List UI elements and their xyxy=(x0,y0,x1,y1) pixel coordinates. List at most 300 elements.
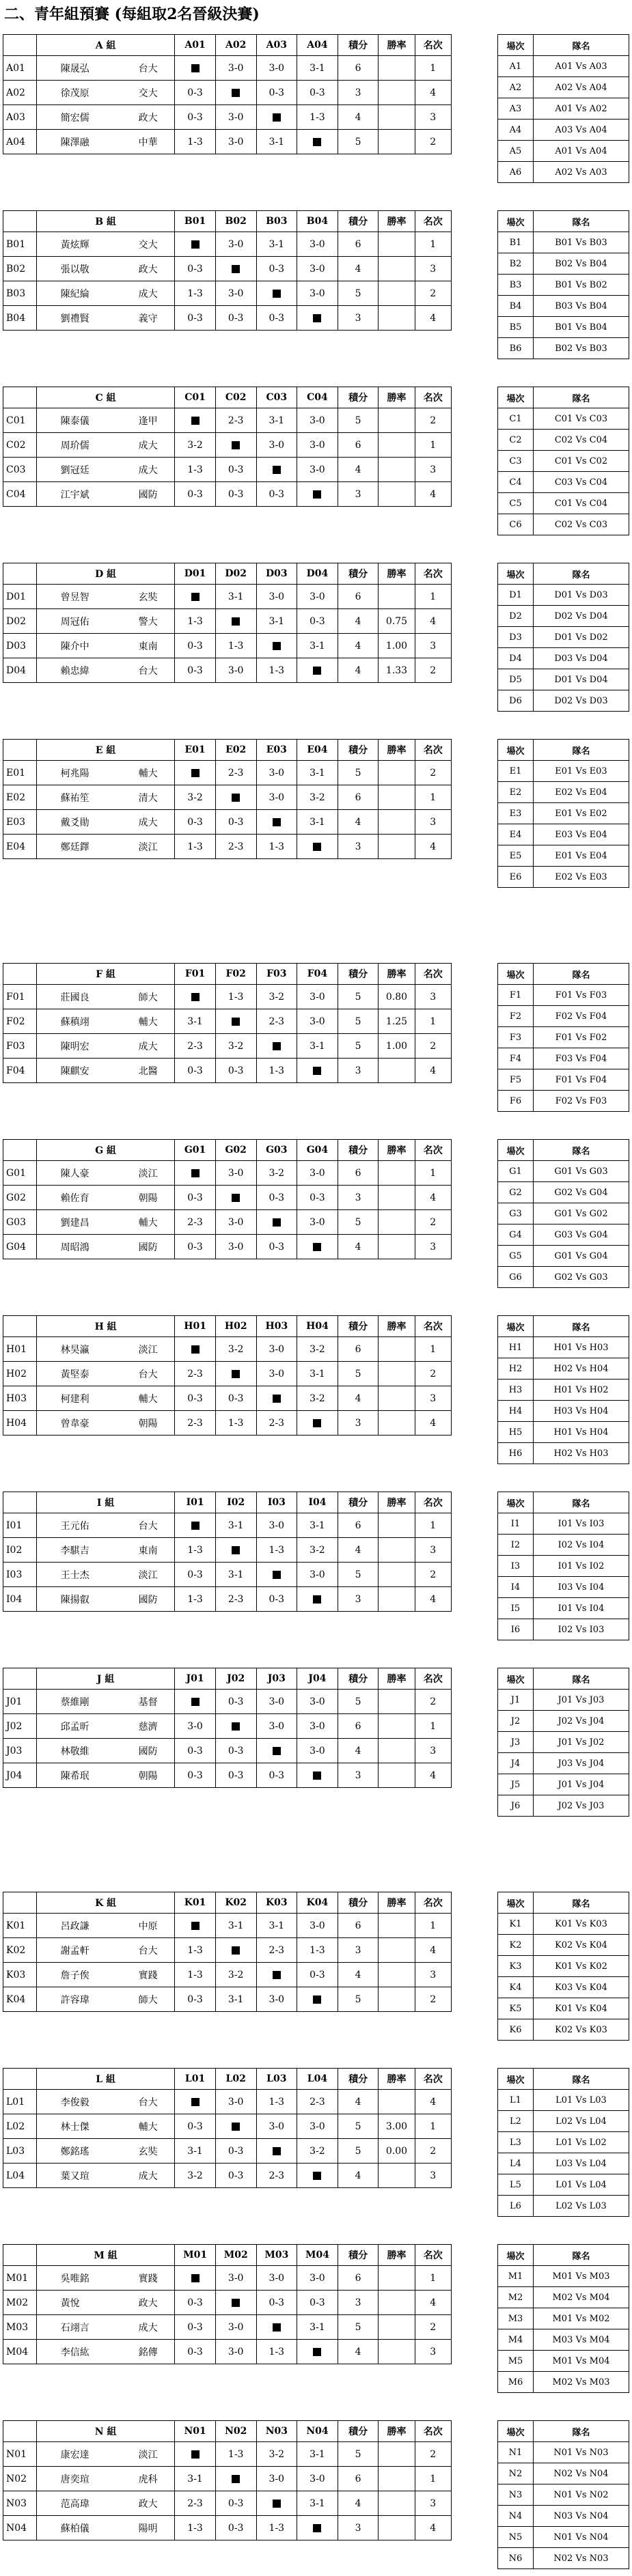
result-cell: 0-3 xyxy=(175,658,216,683)
match-id-cell: G1 xyxy=(498,1161,534,1182)
table-row xyxy=(3,1009,486,1034)
self-match-cell xyxy=(297,835,338,859)
self-match-cell xyxy=(215,1938,256,1963)
rank-cell: 2 xyxy=(415,761,451,785)
match-id-cell: M6 xyxy=(498,2372,534,2393)
result-cell: 1-3 xyxy=(175,609,216,634)
match-id-cell: I4 xyxy=(498,1577,534,1598)
self-marker-square xyxy=(273,1395,281,1403)
match-id-cell: H6 xyxy=(498,1443,534,1464)
table-row xyxy=(498,985,629,1006)
table-row xyxy=(3,281,486,306)
match-pairing-cell: C02 Vs C03 xyxy=(534,514,629,535)
result-cell: 1-3 xyxy=(215,634,256,658)
score-cell: 5 xyxy=(338,408,379,433)
result-cell: 0-3 xyxy=(215,1059,256,1083)
self-marker-square xyxy=(313,2172,321,2180)
self-match-cell xyxy=(175,1914,216,1938)
self-marker-square xyxy=(313,138,321,146)
player-code-header: N03 xyxy=(256,2421,297,2442)
self-match-cell xyxy=(297,1987,338,2012)
ratio-cell: 1.00 xyxy=(379,1034,415,1059)
player-id-cell: M03 xyxy=(3,2315,37,2340)
self-match-cell xyxy=(297,1411,338,1436)
player-name: 詹子俟 xyxy=(60,1970,90,1981)
match-pairing-cell: E01 Vs E04 xyxy=(534,845,629,867)
self-match-cell xyxy=(215,1362,256,1386)
self-marker-square xyxy=(191,2274,200,2282)
group-name-header: E 組 xyxy=(36,740,174,761)
group-block xyxy=(0,1892,632,2047)
player-id-cell: K01 xyxy=(3,1914,37,1938)
player-cell xyxy=(36,433,174,458)
table-row xyxy=(498,1224,629,1246)
match-pairing-cell: A01 Vs A04 xyxy=(534,141,629,162)
rank-cell: 2 xyxy=(415,1563,451,1587)
rank-cell: 2 xyxy=(415,1690,451,1714)
pairing-header: 隊名 xyxy=(534,2069,629,2090)
rank-cell: 1 xyxy=(415,56,451,81)
match-pairing-cell: N02 Vs N03 xyxy=(534,2548,629,2569)
result-cell: 0-3 xyxy=(175,105,216,130)
self-match-cell xyxy=(175,585,216,609)
player-name: 簡宏儒 xyxy=(60,112,90,124)
player-code-header: G02 xyxy=(215,1140,256,1161)
player-cell xyxy=(36,585,174,609)
score-cell: 6 xyxy=(338,1914,379,1938)
table-row xyxy=(498,1048,629,1069)
group-block xyxy=(0,1315,632,1471)
player-cell xyxy=(36,2340,174,2364)
player-code-header: I04 xyxy=(297,1492,338,1513)
self-match-cell xyxy=(175,1513,216,1538)
match-pairing-cell: F02 Vs F04 xyxy=(534,1006,629,1027)
table-row xyxy=(3,408,486,433)
match-id-cell: M5 xyxy=(498,2351,534,2372)
pairing-header: 隊名 xyxy=(534,1892,629,1914)
pairing-header: 隊名 xyxy=(534,2421,629,2442)
match-id-cell: E5 xyxy=(498,845,534,867)
result-cell: 0-3 xyxy=(175,81,216,105)
player-name: 石翊言 xyxy=(60,2322,90,2334)
result-cell: 3-0 xyxy=(297,1210,338,1235)
player-cell xyxy=(36,81,174,105)
ratio-cell xyxy=(379,1362,415,1386)
result-cell: 3-0 xyxy=(215,232,256,257)
rank-cell: 1 xyxy=(415,2467,451,2491)
result-cell: 1-3 xyxy=(256,2516,297,2540)
player-cell xyxy=(36,482,174,507)
match-pairing-cell: D01 Vs D02 xyxy=(534,627,629,648)
player-code-header: J03 xyxy=(256,1668,297,1690)
match-pairing-cell: F01 Vs F03 xyxy=(534,985,629,1006)
player-code-header: C01 xyxy=(175,387,216,408)
result-cell: 0-3 xyxy=(256,306,297,331)
match-pairing-cell: J02 Vs J03 xyxy=(534,1795,629,1817)
match-schedule-table xyxy=(497,563,629,712)
rank-cell: 3 xyxy=(415,634,451,658)
score-cell: 6 xyxy=(338,1161,379,1186)
result-cell: 3-0 xyxy=(215,281,256,306)
self-match-cell xyxy=(297,306,338,331)
player-id-cell: G01 xyxy=(3,1161,37,1186)
player-team: 義守 xyxy=(138,313,158,324)
self-match-cell xyxy=(256,2491,297,2516)
score-cell: 4 xyxy=(338,1235,379,1259)
table-row xyxy=(3,2467,486,2491)
score-cell: 5 xyxy=(338,1009,379,1034)
match-id-cell: N2 xyxy=(498,2463,534,2484)
result-cell: 3-2 xyxy=(175,785,216,810)
score-cell: 6 xyxy=(338,433,379,458)
table-row xyxy=(498,824,629,845)
player-id-cell: J03 xyxy=(3,1739,37,1763)
table-row xyxy=(3,81,486,105)
match-id-cell: C5 xyxy=(498,493,534,514)
score-cell: 5 xyxy=(338,1987,379,2012)
rank-cell: 4 xyxy=(415,482,451,507)
self-marker-square xyxy=(313,314,321,322)
result-cell: 3-0 xyxy=(297,1690,338,1714)
player-team: 玄奘 xyxy=(138,2146,158,2157)
result-cell: 1-3 xyxy=(215,1411,256,1436)
ratio-cell xyxy=(379,408,415,433)
self-marker-square xyxy=(273,1042,281,1050)
ratio-header: 勝率 xyxy=(379,1316,415,1337)
ratio-cell xyxy=(379,835,415,859)
match-pairing-cell: H02 Vs H03 xyxy=(534,1443,629,1464)
result-cell: 3-1 xyxy=(297,2491,338,2516)
result-cell: 0-3 xyxy=(175,1987,216,2012)
result-cell: 0-3 xyxy=(297,1963,338,1987)
match-id-cell: G2 xyxy=(498,1182,534,1203)
player-name: 莊國良 xyxy=(60,992,90,1003)
self-match-cell xyxy=(175,985,216,1009)
player-id-cell: L01 xyxy=(3,2090,37,2114)
table-row xyxy=(498,1577,629,1598)
player-id-cell: D01 xyxy=(3,585,37,609)
result-cell: 3-0 xyxy=(297,2114,338,2139)
rank-cell: 4 xyxy=(415,1059,451,1083)
score-cell: 5 xyxy=(338,1362,379,1386)
player-code-header: E03 xyxy=(256,740,297,761)
match-pairing-cell: M03 Vs M04 xyxy=(534,2329,629,2351)
score-cell: 4 xyxy=(338,458,379,482)
table-row xyxy=(498,2196,629,2217)
player-id-cell: F02 xyxy=(3,1009,37,1034)
ratio-header: 勝率 xyxy=(379,1140,415,1161)
result-cell: 0-3 xyxy=(175,810,216,835)
match-id-cell: D2 xyxy=(498,606,534,627)
player-name: 周昭鴻 xyxy=(60,1242,90,1253)
player-team: 淡江 xyxy=(138,1168,158,1179)
result-cell: 0-3 xyxy=(175,257,216,281)
player-name: 陳介中 xyxy=(60,641,90,652)
match-pairing-cell: K01 Vs K03 xyxy=(534,1914,629,1935)
player-code-header: J01 xyxy=(175,1668,216,1690)
result-cell: 3-1 xyxy=(215,1563,256,1587)
rank-cell: 4 xyxy=(415,2291,451,2315)
player-team: 成大 xyxy=(138,2322,158,2334)
blank-header-cell xyxy=(3,2421,37,2442)
ratio-cell xyxy=(379,482,415,507)
match-pairing-cell: K01 Vs K02 xyxy=(534,1956,629,1977)
player-id-cell: K03 xyxy=(3,1963,37,1987)
match-id-cell: E3 xyxy=(498,803,534,824)
table-row xyxy=(3,985,486,1009)
result-cell: 0-3 xyxy=(297,609,338,634)
match-id-cell: J1 xyxy=(498,1690,534,1711)
result-cell: 1-3 xyxy=(256,2340,297,2364)
result-cell: 1-3 xyxy=(256,2090,297,2114)
table-row xyxy=(498,1380,629,1401)
player-team: 國防 xyxy=(138,1594,158,1606)
match-id-cell: F6 xyxy=(498,1091,534,1112)
self-marker-square xyxy=(273,818,281,826)
pairing-header: 隊名 xyxy=(534,1668,629,1690)
score-cell: 6 xyxy=(338,56,379,81)
table-row xyxy=(3,257,486,281)
ratio-cell: 1.25 xyxy=(379,1009,415,1034)
player-id-cell: L04 xyxy=(3,2164,37,2188)
table-row xyxy=(3,2090,486,2114)
group-block xyxy=(0,2420,632,2576)
result-cell: 1-3 xyxy=(175,1963,216,1987)
player-id-cell: G03 xyxy=(3,1210,37,1235)
player-id-cell: K04 xyxy=(3,1987,37,2012)
result-cell: 1-3 xyxy=(256,835,297,859)
player-team: 交大 xyxy=(138,239,158,251)
table-row xyxy=(498,1203,629,1224)
player-code-header: N02 xyxy=(215,2421,256,2442)
player-code-header: G04 xyxy=(297,1140,338,1161)
player-cell xyxy=(36,257,174,281)
match-header: 場次 xyxy=(498,2245,534,2266)
match-id-cell: K4 xyxy=(498,1977,534,1998)
player-id-cell: D02 xyxy=(3,609,37,634)
match-pairing-cell: B02 Vs B04 xyxy=(534,253,629,275)
match-id-cell: L1 xyxy=(498,2090,534,2111)
player-id-cell: M02 xyxy=(3,2291,37,2315)
ratio-cell xyxy=(379,1513,415,1538)
table-row xyxy=(498,1711,629,1732)
score-cell: 5 xyxy=(338,1210,379,1235)
match-pairing-cell: G03 Vs G04 xyxy=(534,1224,629,1246)
player-code-header: N04 xyxy=(297,2421,338,2442)
result-cell: 0-3 xyxy=(175,1059,216,1083)
table-row xyxy=(3,2139,486,2164)
table-row xyxy=(498,493,629,514)
rank-cell: 3 xyxy=(415,810,451,835)
self-marker-square xyxy=(273,113,281,122)
player-code-header: J04 xyxy=(297,1668,338,1690)
player-name: 蘇祐笙 xyxy=(60,792,90,804)
table-row xyxy=(498,2111,629,2132)
player-cell xyxy=(36,1161,174,1186)
player-code-header: F04 xyxy=(297,964,338,985)
table-row xyxy=(498,2527,629,2548)
player-cell xyxy=(36,810,174,835)
result-cell: 3-1 xyxy=(297,2315,338,2340)
match-id-cell: L6 xyxy=(498,2196,534,2217)
result-cell: 3-0 xyxy=(215,1161,256,1186)
rank-cell: 4 xyxy=(415,609,451,634)
result-cell: 3-1 xyxy=(215,1914,256,1938)
match-pairing-cell: L02 Vs L04 xyxy=(534,2111,629,2132)
ratio-cell xyxy=(379,585,415,609)
rank-cell: 2 xyxy=(415,2139,451,2164)
match-schedule-table xyxy=(497,1492,629,1640)
self-match-cell xyxy=(215,1186,256,1210)
self-marker-square xyxy=(191,2450,200,2459)
group-name-header: H 組 xyxy=(36,1316,174,1337)
player-code-header: E04 xyxy=(297,740,338,761)
score-cell: 4 xyxy=(338,658,379,683)
self-marker-square xyxy=(232,2299,240,2307)
player-name: 柯建利 xyxy=(60,1393,90,1405)
result-cell: 1-3 xyxy=(215,985,256,1009)
ratio-cell xyxy=(379,1763,415,1788)
score-cell: 5 xyxy=(338,2442,379,2467)
ratio-header: 勝率 xyxy=(379,35,415,56)
table-row xyxy=(3,482,486,507)
self-match-cell xyxy=(215,433,256,458)
table-row xyxy=(498,1935,629,1956)
player-id-cell: J01 xyxy=(3,1690,37,1714)
ratio-cell xyxy=(379,2090,415,2114)
match-pairing-cell: A02 Vs A03 xyxy=(534,162,629,183)
match-schedule-table xyxy=(497,2420,629,2569)
table-row xyxy=(498,98,629,120)
result-cell: 3-1 xyxy=(215,1987,256,2012)
score-cell: 6 xyxy=(338,585,379,609)
player-team: 台大 xyxy=(138,1520,158,1532)
player-team: 東南 xyxy=(138,641,158,652)
player-id-cell: I03 xyxy=(3,1563,37,1587)
match-pairing-cell: G02 Vs G03 xyxy=(534,1267,629,1288)
ratio-cell xyxy=(379,1411,415,1436)
result-cell: 0-3 xyxy=(215,306,256,331)
group-block xyxy=(0,34,632,190)
self-match-cell xyxy=(175,761,216,785)
ratio-header: 勝率 xyxy=(379,1492,415,1513)
match-id-cell: D3 xyxy=(498,627,534,648)
self-marker-square xyxy=(232,441,240,449)
blank-header-cell xyxy=(3,740,37,761)
table-row xyxy=(498,1535,629,1556)
ratio-cell xyxy=(379,1987,415,2012)
self-match-cell xyxy=(175,1161,216,1186)
match-id-cell: A2 xyxy=(498,77,534,98)
rank-cell: 1 xyxy=(415,1009,451,1034)
group-results-table xyxy=(3,2068,486,2188)
blank-header-cell xyxy=(3,563,37,585)
result-cell: 3-0 xyxy=(256,585,297,609)
player-name: 陳紀綸 xyxy=(60,288,90,300)
match-id-cell: B5 xyxy=(498,317,534,338)
player-id-cell: B03 xyxy=(3,281,37,306)
table-row xyxy=(3,1513,486,1538)
score-cell: 3 xyxy=(338,1763,379,1788)
group-results-table xyxy=(3,1668,486,1788)
result-cell: 0-3 xyxy=(215,482,256,507)
pairing-header: 隊名 xyxy=(534,964,629,985)
player-name: 林敬維 xyxy=(60,1746,90,1757)
player-name: 黃堅泰 xyxy=(60,1369,90,1380)
result-cell: 3-0 xyxy=(297,1914,338,1938)
self-match-cell xyxy=(215,1714,256,1739)
match-pairing-cell: I01 Vs I03 xyxy=(534,1513,629,1535)
result-cell: 3-2 xyxy=(175,2164,216,2188)
ratio-cell xyxy=(379,458,415,482)
player-cell xyxy=(36,232,174,257)
ratio-cell xyxy=(379,1161,415,1186)
match-pairing-cell: J02 Vs J04 xyxy=(534,1711,629,1732)
table-row xyxy=(3,1161,486,1186)
match-pairing-cell: M02 Vs M04 xyxy=(534,2287,629,2308)
result-cell: 3-0 xyxy=(297,1563,338,1587)
score-cell: 6 xyxy=(338,232,379,257)
player-cell xyxy=(36,105,174,130)
self-marker-square xyxy=(273,2147,281,2155)
player-cell xyxy=(36,2315,174,2340)
player-id-cell: J02 xyxy=(3,1714,37,1739)
player-name: 鄭銘瑤 xyxy=(60,2146,90,2157)
self-marker-square xyxy=(232,1946,240,1955)
match-pairing-cell: N01 Vs N04 xyxy=(534,2527,629,2548)
player-code-header: D04 xyxy=(297,563,338,585)
player-id-cell: N01 xyxy=(3,2442,37,2467)
score-cell: 6 xyxy=(338,785,379,810)
match-id-cell: N1 xyxy=(498,2442,534,2463)
score-cell: 5 xyxy=(338,281,379,306)
score-header: 積分 xyxy=(338,563,379,585)
result-cell: 3-0 xyxy=(215,56,256,81)
score-header: 積分 xyxy=(338,35,379,56)
player-id-cell: B02 xyxy=(3,257,37,281)
group-results-table xyxy=(3,2244,486,2364)
player-cell xyxy=(36,1513,174,1538)
match-pairing-cell: J01 Vs J02 xyxy=(534,1732,629,1753)
table-row xyxy=(498,1006,629,1027)
result-cell: 2-3 xyxy=(256,2164,297,2188)
player-id-cell: H04 xyxy=(3,1411,37,1436)
table-row xyxy=(498,1401,629,1422)
score-cell: 3 xyxy=(338,306,379,331)
result-cell: 3-0 xyxy=(256,2114,297,2139)
match-header: 場次 xyxy=(498,2421,534,2442)
player-team: 東南 xyxy=(138,1545,158,1556)
match-id-cell: K2 xyxy=(498,1935,534,1956)
score-header: 積分 xyxy=(338,740,379,761)
rank-cell: 2 xyxy=(415,1034,451,1059)
result-cell: 3-0 xyxy=(215,1235,256,1259)
table-row xyxy=(498,1161,629,1182)
rank-cell: 2 xyxy=(415,130,451,154)
result-cell: 1-3 xyxy=(175,458,216,482)
pairing-header: 隊名 xyxy=(534,387,629,408)
group-block xyxy=(0,210,632,366)
score-header: 積分 xyxy=(338,1892,379,1914)
table-row xyxy=(3,2442,486,2467)
rank-cell: 4 xyxy=(415,1186,451,1210)
match-pairing-cell: I02 Vs I03 xyxy=(534,1619,629,1640)
rank-cell: 1 xyxy=(415,785,451,810)
result-cell: 3-0 xyxy=(256,761,297,785)
score-cell: 3 xyxy=(338,835,379,859)
match-schedule-table xyxy=(497,1892,629,2041)
score-cell: 5 xyxy=(338,2315,379,2340)
